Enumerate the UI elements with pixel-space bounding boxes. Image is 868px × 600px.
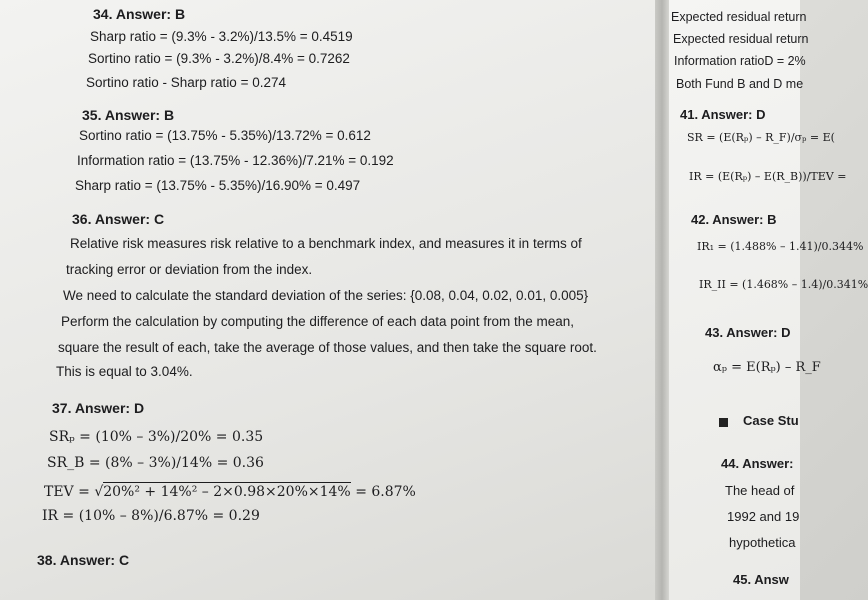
q35-line-3: Sharp ratio = (13.75% - 5.35%)/16.90% = 0.497 — [75, 178, 361, 193]
q43-formula: αₚ = E(Rₚ) – R_F — [713, 360, 821, 375]
right-top-line-3: Information ratioD = 2% — [674, 54, 806, 68]
q35-line-2: Information ratio = (13.75% - 12.36%)/7.21% = 0.192 — [77, 153, 394, 168]
q36-line-1: Relative risk measures risk relative to a benchmark index, and measures it in terms of — [70, 236, 582, 251]
q41-heading: 41. Answer: D — [680, 107, 766, 122]
sqrt-icon: √ — [94, 484, 104, 500]
q34-line-2: Sortino ratio = (9.3% - 3.2%)/8.4% = 0.7262 — [88, 51, 350, 66]
q38-heading: 38. Answer: C — [37, 552, 130, 568]
q37-tev — [44, 484, 416, 500]
q44-line-2: 1992 and 19 — [727, 509, 800, 524]
q37-tev-lhs: TEV = — [44, 484, 90, 500]
q34-line-3: Sortino ratio - Sharp ratio = 0.274 — [86, 75, 286, 90]
q36-line-3: We need to calculate the standard deviation of the series: {0.08, 0.04, 0.02, 0.01, 0.005} — [63, 288, 589, 303]
right-top-line-4: Both Fund B and D me — [676, 77, 804, 91]
q45-heading: 45. Answ — [733, 572, 789, 587]
q37-srp: SRₚ = (10% – 3%)/20% = 0.35 — [49, 429, 264, 445]
q37-srb: SR_B = (8% – 3%)/14% = 0.36 — [47, 455, 264, 471]
q44-line-1: The head of — [725, 483, 795, 498]
q36-heading: 36. Answer: C — [72, 211, 165, 227]
q36-line-4: Perform the calculation by computing the difference of each data point from the mean, — [61, 314, 575, 329]
q44-line-3: hypothetica — [729, 535, 796, 550]
q37-ir: IR = (10% – 8%)/6.87% = 0.29 — [42, 508, 260, 524]
q41-ir-formula: IR = (E(Rₚ) – E(R_B))/TEV = — [689, 170, 847, 183]
q43-heading: 43. Answer: D — [705, 325, 791, 340]
q34-heading: 34. Answer: B — [93, 6, 186, 22]
q35-line-1: Sortino ratio = (13.75% - 5.35%)/13.72% = 0.612 — [79, 128, 371, 143]
q36-line-2: tracking error or deviation from the index. — [66, 262, 313, 277]
right-top-line-2: Expected residual return — [673, 32, 809, 46]
q37-tev-rhs: = 6.87% — [355, 484, 416, 500]
book-gutter — [655, 0, 669, 600]
q36-line-5: square the result of each, take the average of those values, and then take the square root. — [58, 340, 597, 355]
q44-heading: 44. Answer: — [721, 456, 794, 471]
q37-heading: 37. Answer: D — [52, 400, 145, 416]
q42-ir2: IR_II = (1.468% – 1.4)/0.341% — [699, 278, 868, 291]
q34-line-1: Sharp ratio = (9.3% - 3.2%)/13.5% = 0.4519 — [90, 29, 353, 44]
case-study-heading: Case Stu — [743, 413, 799, 428]
q35-heading: 35. Answer: B — [82, 107, 175, 123]
q41-sr-formula: SR = (E(Rₚ) – R_F)/σₚ = E( — [687, 131, 835, 144]
q37-tev-radicand: 20%² + 14%² – 2×0.98×20%×14% — [103, 484, 351, 500]
square-bullet-icon — [719, 418, 728, 427]
right-page — [669, 0, 868, 600]
q42-ir1: IR₁ = (1.488% – 1.41)/0.344% — [697, 240, 864, 253]
q36-line-6: This is equal to 3.04%. — [56, 364, 193, 379]
q42-heading: 42. Answer: B — [691, 212, 777, 227]
right-top-line-1: Expected residual return — [671, 10, 807, 24]
